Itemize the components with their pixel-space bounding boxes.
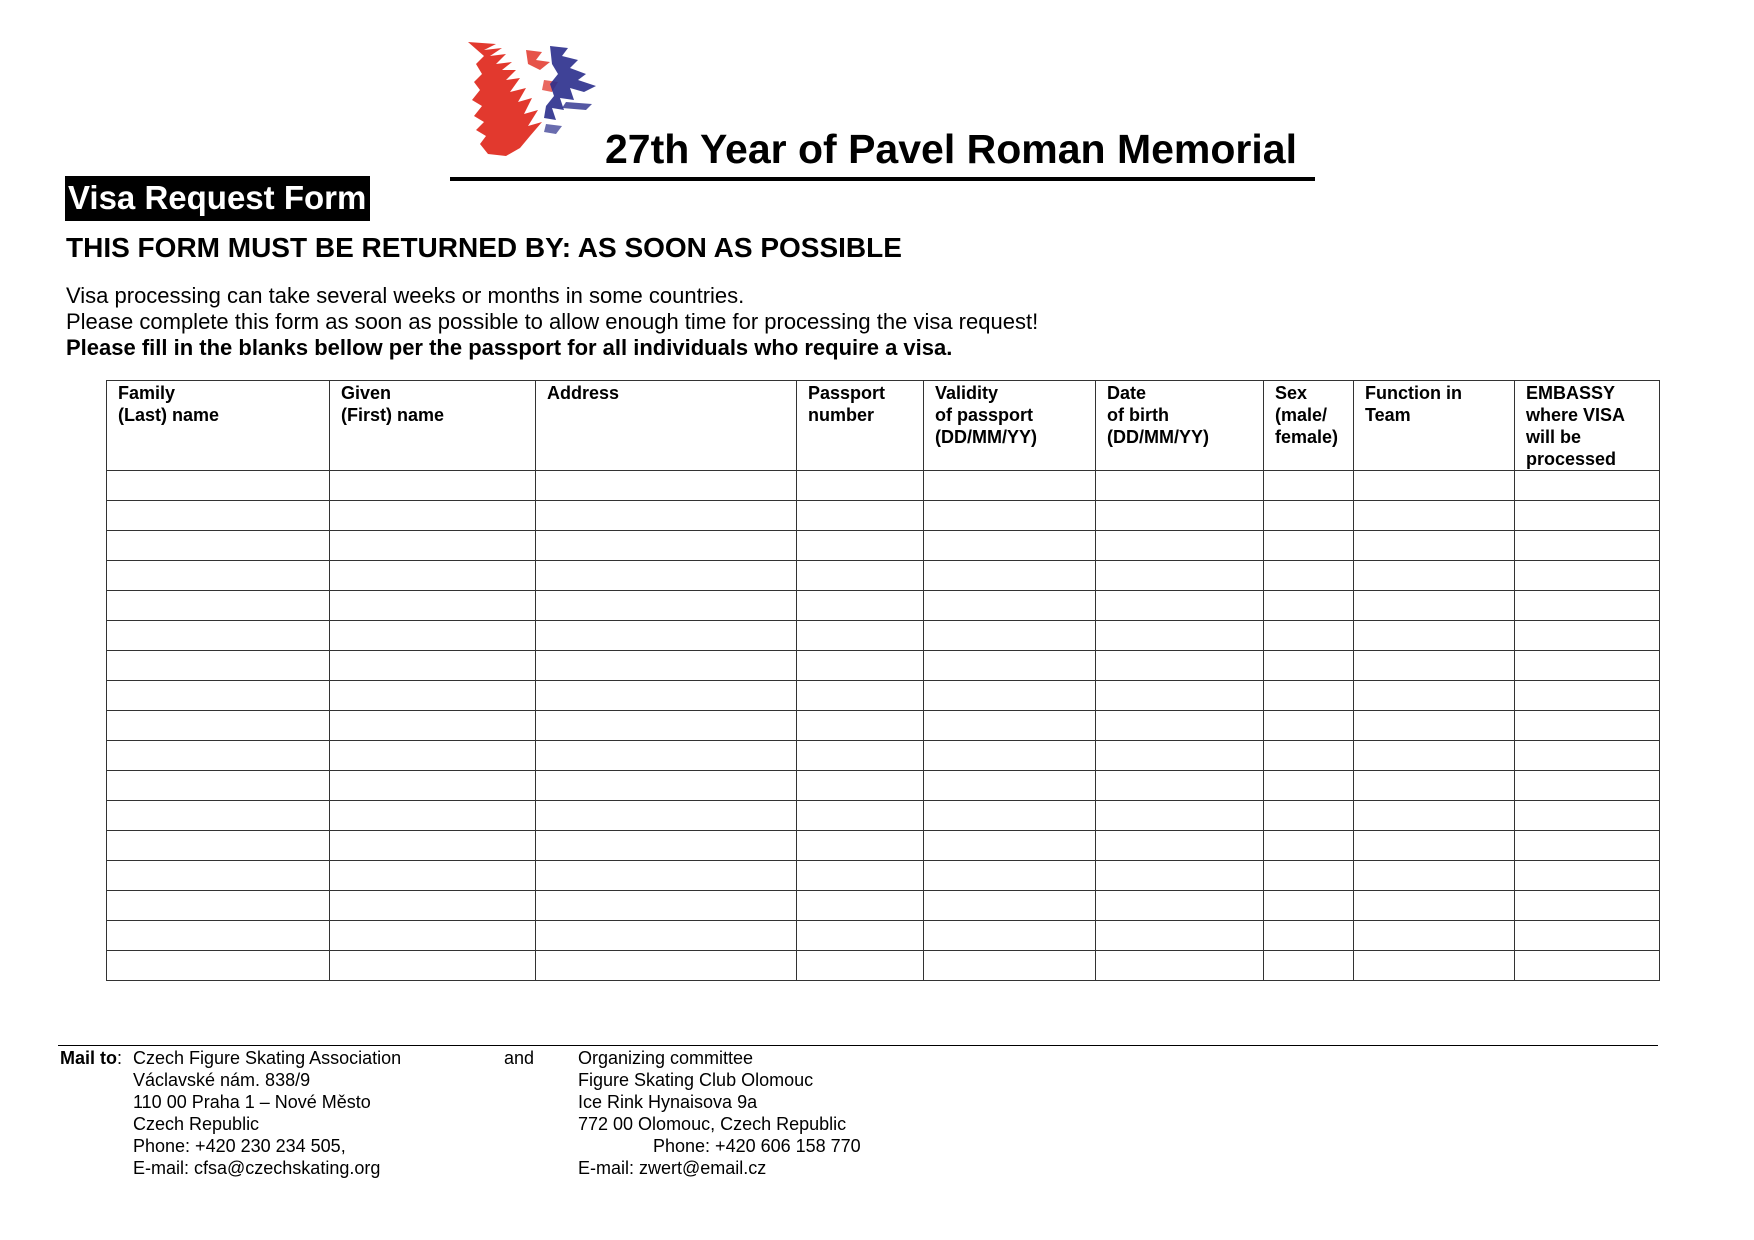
address-organizing-committee — [578, 1047, 861, 1179]
table-row — [107, 891, 1660, 921]
blank-cell[interactable] — [536, 711, 797, 741]
blank-cell[interactable] — [1096, 741, 1264, 771]
blank-cell[interactable] — [1096, 561, 1264, 591]
blank-cell[interactable] — [330, 891, 536, 921]
blank-cell[interactable] — [1354, 861, 1515, 891]
table-row — [107, 801, 1660, 831]
blank-cell[interactable] — [536, 921, 797, 951]
and-connector: and — [504, 1048, 535, 1068]
blank-cell[interactable] — [536, 531, 797, 561]
blank-cell[interactable] — [797, 921, 924, 951]
blank-cell[interactable] — [924, 771, 1096, 801]
blank-cell[interactable] — [1264, 501, 1354, 531]
blank-cell[interactable] — [1354, 831, 1515, 861]
blank-cell[interactable] — [536, 741, 797, 771]
mail-to-colon: : — [117, 1048, 123, 1068]
blank-cell[interactable] — [1264, 891, 1354, 921]
blank-cell[interactable] — [924, 531, 1096, 561]
blank-cell[interactable] — [536, 561, 797, 591]
column-header-function: Function in Team — [1354, 381, 1515, 471]
blank-cell[interactable] — [1264, 681, 1354, 711]
blank-cell[interactable] — [1264, 921, 1354, 951]
blank-cell[interactable] — [536, 681, 797, 711]
blank-cell[interactable] — [797, 651, 924, 681]
blank-cell[interactable] — [107, 711, 330, 741]
blank-cell[interactable] — [1515, 471, 1660, 501]
blank-cell[interactable] — [536, 771, 797, 801]
blank-cell[interactable] — [1096, 531, 1264, 561]
blank-cell[interactable] — [797, 801, 924, 831]
blank-cell[interactable] — [797, 951, 924, 981]
blank-cell[interactable] — [797, 741, 924, 771]
blank-cell[interactable] — [1264, 471, 1354, 501]
blank-cell[interactable] — [1515, 741, 1660, 771]
blank-cell[interactable] — [1515, 951, 1660, 981]
table-row — [107, 831, 1660, 861]
blank-cell[interactable] — [536, 861, 797, 891]
email-line: E-mail: zwert@email.cz — [578, 1158, 767, 1178]
blank-cell[interactable] — [330, 501, 536, 531]
table-header-row — [107, 381, 1660, 471]
address-line: Figure Skating Club Olomouc — [578, 1070, 814, 1090]
blank-cell[interactable] — [107, 651, 330, 681]
table-row — [107, 921, 1660, 951]
blank-cell[interactable] — [1096, 921, 1264, 951]
blank-cell[interactable] — [1515, 801, 1660, 831]
blank-cell[interactable] — [330, 951, 536, 981]
blank-cell[interactable] — [1096, 681, 1264, 711]
mail-to-text: Mail to — [60, 1048, 117, 1068]
blank-cell[interactable] — [1354, 501, 1515, 531]
blank-cell[interactable] — [1264, 621, 1354, 651]
blank-cell[interactable] — [1354, 531, 1515, 561]
blank-cell[interactable] — [797, 621, 924, 651]
blank-cell[interactable] — [1515, 531, 1660, 561]
blank-cell[interactable] — [1264, 531, 1354, 561]
blank-cell[interactable] — [330, 621, 536, 651]
blank-cell[interactable] — [1096, 501, 1264, 531]
blank-cell[interactable] — [1354, 591, 1515, 621]
blank-cell[interactable] — [1264, 651, 1354, 681]
address-line: 772 00 Olomouc, Czech Republic — [578, 1114, 847, 1134]
blank-cell[interactable] — [924, 951, 1096, 981]
blank-cell[interactable] — [1264, 801, 1354, 831]
table-row — [107, 621, 1660, 651]
blank-cell[interactable] — [107, 801, 330, 831]
blank-cell[interactable] — [107, 741, 330, 771]
blank-cell[interactable] — [797, 531, 924, 561]
blank-cell[interactable] — [330, 711, 536, 741]
form-label-badge: Visa Request Form — [65, 176, 370, 221]
blank-cell[interactable] — [797, 711, 924, 741]
blank-cell[interactable] — [924, 831, 1096, 861]
address-czech-association — [133, 1047, 401, 1179]
blank-cell[interactable] — [1096, 621, 1264, 651]
blank-cell[interactable] — [797, 771, 924, 801]
column-header-family-name: Family (Last) name — [107, 381, 330, 471]
address-line: Václavské nám. 838/9 — [133, 1070, 311, 1090]
blank-cell[interactable] — [797, 891, 924, 921]
table-row — [107, 951, 1660, 981]
blank-cell[interactable] — [536, 831, 797, 861]
address-line: Organizing committee — [578, 1048, 754, 1068]
blank-cell[interactable] — [1096, 771, 1264, 801]
blank-cell[interactable] — [1515, 561, 1660, 591]
blank-cell[interactable] — [107, 771, 330, 801]
blank-cell[interactable] — [1264, 951, 1354, 981]
table-row — [107, 741, 1660, 771]
table-body — [107, 471, 1660, 981]
blank-cell[interactable] — [924, 711, 1096, 741]
blank-cell[interactable] — [797, 831, 924, 861]
blank-cell[interactable] — [1354, 921, 1515, 951]
blank-cell[interactable] — [924, 591, 1096, 621]
blank-cell[interactable] — [1354, 621, 1515, 651]
blank-cell[interactable] — [797, 561, 924, 591]
blank-cell[interactable] — [536, 891, 797, 921]
column-header-sex: Sex (male/ female) — [1264, 381, 1354, 471]
blank-cell[interactable] — [330, 561, 536, 591]
blank-cell[interactable] — [330, 531, 536, 561]
blank-cell[interactable] — [1515, 681, 1660, 711]
footer-divider — [58, 1045, 1658, 1046]
blank-cell[interactable] — [1515, 831, 1660, 861]
blank-cell[interactable] — [797, 681, 924, 711]
email-line: E-mail: cfsa@czechskating.org — [133, 1158, 381, 1178]
blank-cell[interactable] — [536, 591, 797, 621]
blank-cell[interactable] — [797, 591, 924, 621]
blank-cell[interactable] — [107, 831, 330, 861]
blank-cell[interactable] — [107, 891, 330, 921]
blank-cell[interactable] — [924, 501, 1096, 531]
blank-cell[interactable] — [924, 891, 1096, 921]
blank-cell[interactable] — [1096, 591, 1264, 621]
blank-cell[interactable] — [1515, 651, 1660, 681]
blank-cell[interactable] — [924, 561, 1096, 591]
blank-cell[interactable] — [536, 621, 797, 651]
column-header-embassy: EMBASSY where VISA will be processed — [1515, 381, 1660, 471]
intro-line: Visa processing can take several weeks or months in some countries. — [66, 283, 745, 308]
blank-cell[interactable] — [1096, 651, 1264, 681]
blank-cell[interactable] — [107, 621, 330, 651]
blank-cell[interactable] — [330, 591, 536, 621]
blank-cell[interactable] — [797, 501, 924, 531]
blank-cell[interactable] — [1096, 711, 1264, 741]
table-row — [107, 651, 1660, 681]
blank-cell[interactable] — [1354, 561, 1515, 591]
blank-cell[interactable] — [1515, 621, 1660, 651]
table-row — [107, 711, 1660, 741]
blank-cell[interactable] — [536, 501, 797, 531]
blank-cell[interactable] — [536, 951, 797, 981]
blank-cell[interactable] — [107, 951, 330, 981]
column-header-passport-number: Passport number — [797, 381, 924, 471]
table-row — [107, 591, 1660, 621]
blank-cell[interactable] — [330, 801, 536, 831]
address-line: Ice Rink Hynaisova 9a — [578, 1092, 758, 1112]
intro-instruction: Please fill in the blanks bellow per the passport for all individuals who require a visa. — [66, 335, 953, 360]
blank-cell[interactable] — [1354, 681, 1515, 711]
blank-cell[interactable] — [536, 651, 797, 681]
blank-cell[interactable] — [1354, 711, 1515, 741]
blank-cell[interactable] — [107, 681, 330, 711]
blank-cell[interactable] — [1515, 891, 1660, 921]
blank-cell[interactable] — [924, 651, 1096, 681]
blank-cell[interactable] — [1096, 471, 1264, 501]
column-header-given-name: Given (First) name — [330, 381, 536, 471]
blank-cell[interactable] — [1354, 801, 1515, 831]
blank-cell[interactable] — [107, 501, 330, 531]
blank-cell[interactable] — [1515, 861, 1660, 891]
intro-text — [66, 283, 1038, 361]
blank-cell[interactable] — [536, 801, 797, 831]
blank-cell[interactable] — [1515, 591, 1660, 621]
column-header-address: Address — [536, 381, 797, 471]
blank-cell[interactable] — [1264, 711, 1354, 741]
blank-cell[interactable] — [924, 801, 1096, 831]
blank-cell[interactable] — [330, 771, 536, 801]
blank-cell[interactable] — [330, 921, 536, 951]
blank-cell[interactable] — [1354, 471, 1515, 501]
blank-cell[interactable] — [1264, 741, 1354, 771]
blank-cell[interactable] — [107, 921, 330, 951]
blank-cell[interactable] — [797, 861, 924, 891]
blank-cell[interactable] — [797, 471, 924, 501]
blank-cell[interactable] — [107, 561, 330, 591]
blank-cell[interactable] — [924, 681, 1096, 711]
column-header-passport-validity: Validity of passport (DD/MM/YY) — [924, 381, 1096, 471]
blank-cell[interactable] — [1354, 771, 1515, 801]
blank-cell[interactable] — [107, 471, 330, 501]
blank-cell[interactable] — [1515, 501, 1660, 531]
table-row — [107, 681, 1660, 711]
table-row — [107, 561, 1660, 591]
blank-cell[interactable] — [924, 741, 1096, 771]
blank-cell[interactable] — [330, 831, 536, 861]
blank-cell[interactable] — [1264, 831, 1354, 861]
table-row — [107, 531, 1660, 561]
address-line: Czech Republic — [133, 1114, 260, 1134]
blank-cell[interactable] — [924, 921, 1096, 951]
blank-cell[interactable] — [330, 471, 536, 501]
blank-cell[interactable] — [536, 471, 797, 501]
deadline-notice: THIS FORM MUST BE RETURNED BY: AS SOON AS POSSIBLE — [66, 232, 902, 263]
blank-cell[interactable] — [330, 681, 536, 711]
blank-cell[interactable] — [1096, 951, 1264, 981]
blank-cell[interactable] — [924, 861, 1096, 891]
column-header-date-of-birth: Date of birth (DD/MM/YY) — [1096, 381, 1264, 471]
blank-cell[interactable] — [1096, 801, 1264, 831]
mail-to-label — [60, 1047, 122, 1069]
blank-cell[interactable] — [1096, 861, 1264, 891]
address-line: Czech Figure Skating Association — [133, 1048, 402, 1068]
address-line: 110 00 Praha 1 – Nové Město — [133, 1092, 371, 1112]
phone-line: Phone: +420 230 234 505, — [133, 1136, 346, 1156]
table-row — [107, 861, 1660, 891]
blank-cell[interactable] — [1354, 651, 1515, 681]
table-row — [107, 771, 1660, 801]
blank-cell[interactable] — [1264, 561, 1354, 591]
page-title: 27th Year of Pavel Roman Memorial — [605, 126, 1297, 172]
blank-cell[interactable] — [1515, 921, 1660, 951]
blank-cell[interactable] — [1515, 711, 1660, 741]
visa-request-table — [106, 380, 1660, 981]
blank-cell[interactable] — [1515, 771, 1660, 801]
blank-cell[interactable] — [1354, 891, 1515, 921]
blank-cell[interactable] — [107, 531, 330, 561]
blank-cell[interactable] — [1354, 741, 1515, 771]
blank-cell[interactable] — [1096, 891, 1264, 921]
blank-cell[interactable] — [1264, 591, 1354, 621]
table-row — [107, 501, 1660, 531]
blank-cell[interactable] — [1354, 951, 1515, 981]
blank-cell[interactable] — [1096, 831, 1264, 861]
blank-cell[interactable] — [1264, 861, 1354, 891]
blank-cell[interactable] — [924, 471, 1096, 501]
intro-line: Please complete this form as soon as possible to allow enough time for processing the visa request! — [66, 309, 1039, 334]
phone-line: Phone: +420 606 158 770 — [653, 1136, 861, 1156]
blank-cell[interactable] — [330, 861, 536, 891]
blank-cell[interactable] — [330, 651, 536, 681]
blank-cell[interactable] — [1264, 771, 1354, 801]
blank-cell[interactable] — [924, 621, 1096, 651]
blank-cell[interactable] — [107, 861, 330, 891]
table-row — [107, 471, 1660, 501]
blank-cell[interactable] — [107, 591, 330, 621]
blank-cell[interactable] — [330, 741, 536, 771]
